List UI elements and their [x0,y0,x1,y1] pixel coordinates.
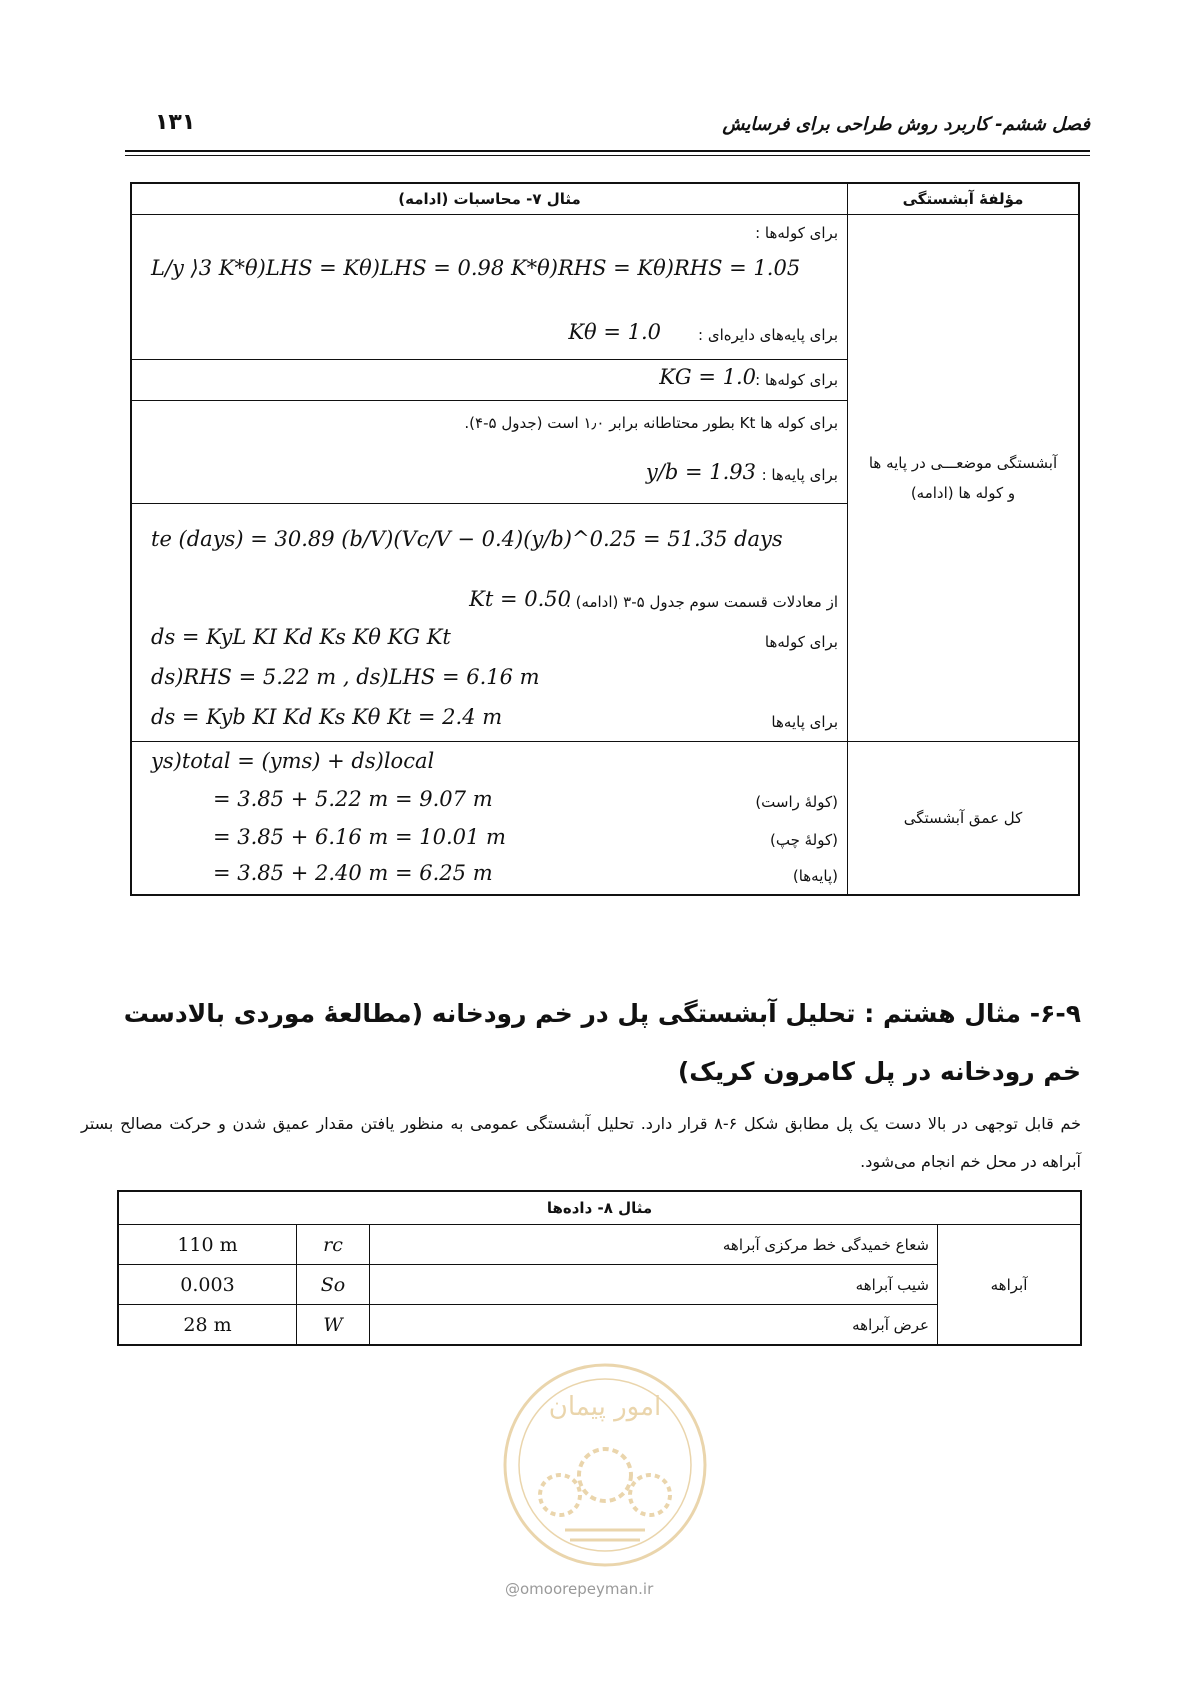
label-circular-piers: برای پایه‌های دایره‌ای : [698,326,838,344]
data-table-header: مثال ۸- داده‌ها [118,1191,1081,1225]
table-row [118,1225,1081,1265]
page-number: ۱۳۱ [155,110,196,135]
group-label: آبراهه [938,1225,1082,1346]
eq-kg: KG = 1.0 [659,365,756,389]
row-symbol: rc [297,1225,370,1265]
watermark-logo [495,1355,715,1575]
watermark-url: @omoorepeyman.ir [505,1580,654,1598]
label-piers-ds: برای پایه‌ها [771,713,838,731]
col-header-calculations: مثال ۷- محاسبات (ادامه) [131,183,848,215]
label-piers-total: (پایه‌ها) [792,867,838,885]
data-table [117,1190,1082,1346]
label-abutments: برای کوله‌ها : [755,224,838,242]
eq-total-scour: ys)total = (yms) + ds)local [151,749,435,773]
eq-ktheta-piers: Kθ = 1.0 [568,320,661,344]
row-symbol: So [297,1265,370,1305]
chapter-title: فصل ششم- کاربرد روش طراحی برای فرسایش [722,114,1090,135]
header-rule [125,150,1090,152]
label-abutments-kg: برای کوله‌ها : [755,371,838,389]
row-value: 28 m [118,1305,297,1346]
row-symbol: W [297,1305,370,1346]
table-row [118,1265,1081,1305]
calc-row-total [131,742,848,896]
calc-row-ds [131,504,848,742]
label-left-abutment: (کولهٔ چپ) [770,831,838,849]
row-desc: عرض آبراهه [370,1305,938,1346]
body-paragraph: خم قابل توجهی در بالا دست یک پل مطابق شکل ۶-۸ قرار دارد. تحلیل آبشستگی عمومی به منظور یافتن مقدار عمیق شدن و حرکت مصالح بستر آبراهه در محل خم انجام می‌شود. [81,1114,1081,1171]
eq-ktheta-abutments: L/y ⟩3 K*θ)LHS = Kθ)LHS = 0.98 K*θ)RHS = Kθ)RHS = 1.05 [151,256,801,280]
table-row [118,1305,1081,1346]
calc-row-kg [131,360,848,401]
watermark-arc-text: امور پیمان [548,1392,662,1422]
page-header [125,110,1090,150]
local-scour-label: آبشستگی موضعـــی در پایه ها و کوله ها (ادامه) [848,215,1080,742]
row-desc: شعاع خمیدگی خط مرکزی آبراهه [370,1225,938,1265]
col-header-component: مؤلفهٔ آبشستگی [848,183,1080,215]
calculations-table [130,182,1080,896]
eq-ds-values: ds)RHS = 5.22 m , ds)LHS = 6.16 m [151,665,540,689]
row-desc: شیب آبراهه [370,1265,938,1305]
total-scour-label: کل عمق آبشستگی [848,742,1080,896]
eq-total-left-abutment: = 3.85 + 6.16 m = 10.01 m [213,825,506,849]
eq-ds-abutments: ds = KyL KI Kd Ks Kθ KG Kt [151,625,451,649]
header-rule-thin [125,155,1090,156]
eq-total-piers: = 3.85 + 2.40 m = 6.25 m [213,861,493,885]
label-abutments-ds: برای کوله‌ها [764,633,838,651]
eq-y-over-b: y/b = 1.93 [645,460,756,484]
kt-abutment-note: برای کوله ها Kt بطور محتاطانه برابر ۱٫۰ است (جدول ۵-۴). [464,414,838,432]
eq-te: te (days) = 30.89 (b/V)(Vc/V − 0.4)(y/b)^0.25 = 51.35 days [151,527,783,551]
calc-row-yb [131,401,848,504]
row-value: 110 m [118,1225,297,1265]
eq-ds-piers: ds = Kyb KI Kd Ks Kθ Kt = 2.4 m [151,705,503,729]
label-right-abutment: (کولهٔ راست) [755,793,838,811]
label-piers-yb: برای پایه‌ها : [761,466,838,484]
eq-total-right-abutment: = 3.85 + 5.22 m = 9.07 m [213,787,493,811]
label-kt-source: از معادلات قسمت سوم جدول ۵-۳ (ادامه) : [565,593,838,611]
eq-kt: Kt = 0.50 [469,587,571,611]
calc-row-ktheta [131,215,848,360]
row-value: 0.003 [118,1265,297,1305]
section-heading: ۶-۹- مثال هشتم : تحلیل آبشستگی پل در خم رودخانه (مطالعهٔ موردی بالادست خم رودخانه در پل کامرون کریک) [123,999,1081,1086]
